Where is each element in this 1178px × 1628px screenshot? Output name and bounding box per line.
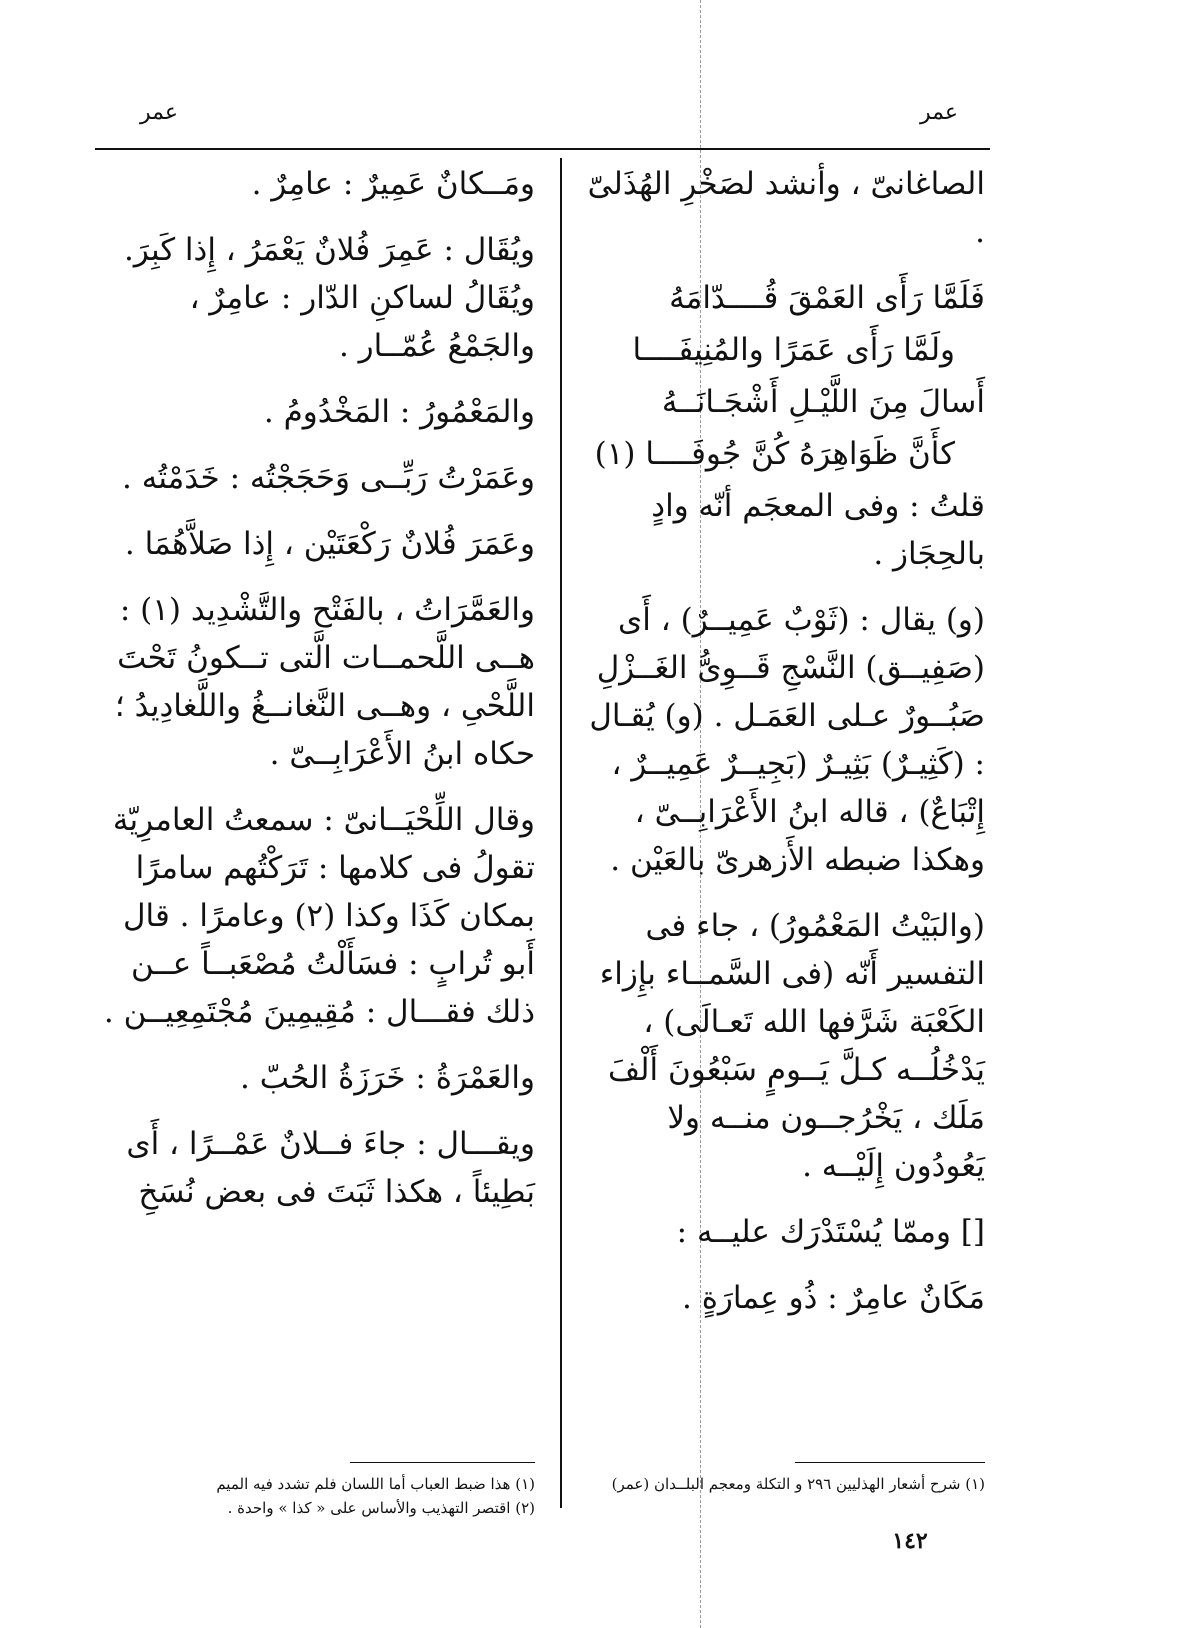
paragraph-amra: والعَمْرَةُ : خَرَزَةُ الحُبّ . [240, 1060, 535, 1096]
verse-line-2: ولَمَّا رَأَى عَمَرًا والمُنِيفَــــا [632, 332, 955, 368]
verse-line-1: فَلَمَّا رَأَى العَمْقَ قُــــدّامَهُ [669, 280, 985, 316]
paragraph-mimma-yustadrak: [] وممّا يُسْتَدْرَك عليــه : [676, 1214, 985, 1250]
paragraph-amran-batian: ويقـــال : جاءَ فــلانٌ عَمْــرًا ، أَى بَطِيئاً ، هكذا ثَبَتَ فى بعض نُسَخِ [126, 1126, 535, 1210]
paragraph-thawb-amir: (و) يقال : (ثَوْبٌ عَمِيــرٌ) ، أَى (صَفِيــق) النَّسْجِ قَــوِىُّ الغَــزْلِ صَبُــورٌ عـلى العَمَـل . (و) يُقـال : (كَثِيـرٌ) بَثِيـرٌ (بَجِيــرٌ عَمِيــرٌ ، إِتْبَاعٌ) ، قاله ابنُ الأَعْرَابِــىّ ، وهكذا ضبطه الأَزهرىّ بالعَيْن . [589, 602, 985, 878]
header-rule [95, 148, 990, 150]
verse-line-4: كأَنَّ ظَوَاهِرَهُ كُنَّ جُوفَــــا (١) [594, 436, 955, 472]
paragraph-qultu: قلتُ : وفى المعجَم أنّه وادٍ بالحِجَاز . [651, 488, 985, 572]
footnote-rule-right [795, 1462, 985, 1463]
footnotes-left [95, 1472, 535, 1520]
footnote-rule-left [350, 1462, 535, 1463]
paragraph-lihyani: وقال اللِّحْيَــانىّ : سمعتُ العامرِيّة تقولُ فى كلامها : تَرَكْتُهم سامرًا بمكان كَذَا وكذا (٢) وعامرًا . قال أَبو تُرابٍ : فسَأَلْتُ مُصْعَبــاً عــن ذلك فقـــال : مُقِيمِينَ مُجْتَمِعِيــن . [103, 802, 535, 1030]
header-word-right: عمر [920, 100, 958, 125]
footnote-right-1: (١) شرح أشعار الهذليين ٢٩٦ و التكلة ومعجم البلــدان (عمر) [611, 1475, 985, 1493]
paragraph-makan-amir: مَكَانٌ عامِرٌ : ذُو عِمارَةٍ . [681, 1280, 985, 1316]
footnote-left-1: (١) هذا ضبط العباب أما اللسان فلم تشدد فيه الميم [216, 1475, 535, 1493]
paragraph-amarrat: والعَمَّرَاتُ ، بالفَتْح والتَّشْدِيد (١) : هــى اللَّحمــات الَّتى تــكونُ تَحْتَ اللَّحْىِ ، وهــى النَّغانــغُ واللَّغادِيدُ ؛ حكاه ابنُ الأَعْرَابِــىّ . [114, 592, 535, 772]
right-column [585, 160, 985, 1340]
left-column [95, 160, 535, 1234]
footnotes-right [585, 1472, 985, 1496]
paragraph-bayt-mamur: (والبَيْتُ المَعْمُورُ) ، جاء فى التفسير أَنّه (فى السَّمــاء بإِزاء الكَعْبَة شَرَّفها الله تَعـالَى) ، يَدْخُلُــه كـلَّ يَــومٍ سَبْعُونَ أَلْفَ مَلَك ، يَخْرُجــون منــه ولا يَعُودُون إِلَيْــه . [599, 908, 985, 1184]
page-number: ١٤٢ [892, 1528, 928, 1554]
paragraph-rakatayn: وعَمَرَ فُلانٌ رَكْعَتَيْن ، إِذا صَلاَّهُمَا . [124, 526, 535, 562]
paragraph-amira-kabira: ويُقَال : عَمِرَ فُلانٌ يَعْمَرُ ، إِذا كَبِرَ. ويُقَالُ لساكنِ الدّار : عامِرٌ ، والجَمْعُ عُمّــار . [124, 232, 535, 364]
header-word-left: عمر [140, 100, 178, 125]
right-line-sahghani: الصاغانىّ ، وأنشد لصَخْرِ الهُذَلىّ . [587, 166, 985, 250]
paragraph-amartu-rabbi: وعَمَرْتُ رَبِّــى وَحَجَجْتُه : خَدَمْتُه . [122, 460, 535, 496]
paragraph-mamur: والمَعْمُورُ : المَخْدُومُ . [263, 394, 535, 430]
paragraph-makan-amir-left: ومَــكانٌ عَمِيرٌ : عامِرٌ . [251, 166, 535, 202]
footnote-left-2: (٢) اقتصر التهذيب والأساس على « كذا » واحدة . [227, 1499, 535, 1517]
column-divider [560, 158, 562, 1508]
verse-line-3: أَسالَ مِنَ اللَّيْـلِ أَشْجَـانَــهُ [661, 384, 985, 420]
